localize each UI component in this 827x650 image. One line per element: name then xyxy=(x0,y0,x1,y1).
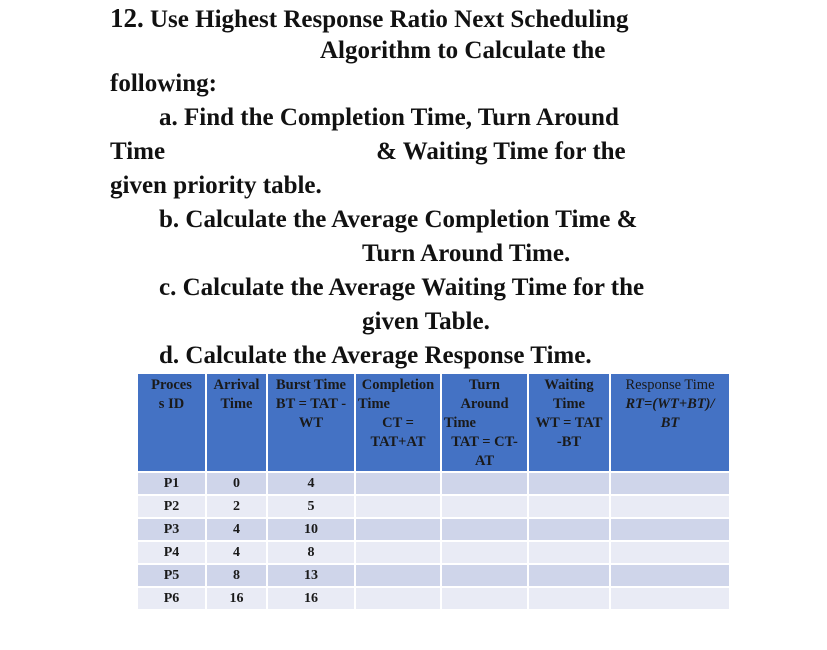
item-d-line-1: d. Calculate the Average Response Time. xyxy=(159,342,592,369)
header-waiting-line-2: Time xyxy=(553,396,585,412)
header-arrival-line-1: Arrival xyxy=(213,377,260,393)
cell-arrival-time: 2 xyxy=(206,495,267,518)
cell-turn-around-time xyxy=(441,541,528,564)
header-response-line-2: RT=(WT+BT)/ xyxy=(625,396,715,412)
cell-arrival-time: 4 xyxy=(206,518,267,541)
cell-arrival-time: 8 xyxy=(206,564,267,587)
cell-process-id: P4 xyxy=(137,541,206,564)
header-completion-line-3: CT = xyxy=(382,415,414,431)
table-row-p3 xyxy=(137,518,730,541)
table-header-row xyxy=(137,373,730,472)
header-tat-line-3: Time xyxy=(444,415,476,431)
cell-waiting-time xyxy=(528,495,610,518)
cell-response-time xyxy=(610,472,730,495)
cell-waiting-time xyxy=(528,541,610,564)
cell-response-time xyxy=(610,541,730,564)
table-row-p4 xyxy=(137,541,730,564)
header-response-time xyxy=(610,373,730,472)
header-tat-line-4: TAT = CT- xyxy=(451,434,518,450)
cell-turn-around-time xyxy=(441,587,528,610)
table-row-p5 xyxy=(137,564,730,587)
cell-turn-around-time xyxy=(441,472,528,495)
header-completion-line-1: Completion xyxy=(361,377,435,393)
cell-arrival-time: 0 xyxy=(206,472,267,495)
header-completion-line-2: Time xyxy=(358,396,390,412)
cell-completion-time xyxy=(355,472,441,495)
header-tat-line-2: Around xyxy=(460,396,509,412)
item-a-line-2-end: & Waiting Time for the xyxy=(376,138,626,165)
cell-waiting-time xyxy=(528,587,610,610)
cell-burst-time: 13 xyxy=(267,564,355,587)
cell-waiting-time xyxy=(528,472,610,495)
header-process-id xyxy=(137,373,206,472)
header-waiting-time xyxy=(528,373,610,472)
cell-process-id: P1 xyxy=(137,472,206,495)
header-turn-around-time xyxy=(441,373,528,472)
header-arrival-time xyxy=(206,373,267,472)
header-process-id-line-1: Proces xyxy=(151,377,192,393)
header-waiting-line-3: WT = TAT xyxy=(535,415,603,431)
cell-arrival-time: 4 xyxy=(206,541,267,564)
cell-arrival-time: 16 xyxy=(206,587,267,610)
cell-burst-time: 4 xyxy=(267,472,355,495)
header-response-line-3: BT xyxy=(660,415,680,431)
cell-response-time xyxy=(610,564,730,587)
header-completion-time xyxy=(355,373,441,472)
header-burst-line-3: WT xyxy=(298,415,324,431)
header-tat-line-5: AT xyxy=(474,453,495,469)
header-burst-line-2: BT = TAT - xyxy=(275,396,347,412)
cell-burst-time: 10 xyxy=(267,518,355,541)
cell-burst-time: 5 xyxy=(267,495,355,518)
table-row-p1 xyxy=(137,472,730,495)
table-row-p6 xyxy=(137,587,730,610)
item-a-line-2 xyxy=(110,137,626,167)
cell-process-id: P5 xyxy=(137,564,206,587)
cell-response-time xyxy=(610,587,730,610)
header-process-id-line-2: s ID xyxy=(158,396,185,412)
question-title-line-3: following: xyxy=(110,70,217,97)
cell-completion-time xyxy=(355,587,441,610)
item-b-line-1: b. Calculate the Average Completion Time & xyxy=(159,206,638,233)
item-c-line-2: given Table. xyxy=(362,308,490,335)
header-completion-line-4: TAT+AT xyxy=(370,434,426,450)
cell-completion-time xyxy=(355,518,441,541)
cell-waiting-time xyxy=(528,564,610,587)
cell-turn-around-time xyxy=(441,495,528,518)
cell-burst-time: 8 xyxy=(267,541,355,564)
header-burst-time xyxy=(267,373,355,472)
item-c-line-1: c. Calculate the Average Waiting Time for the xyxy=(159,274,645,301)
header-response-line-1: Response Time xyxy=(625,377,715,393)
header-burst-line-1: Burst Time xyxy=(276,377,346,393)
cell-turn-around-time xyxy=(441,564,528,587)
header-waiting-line-4: -BT xyxy=(556,434,582,450)
cell-process-id: P6 xyxy=(137,587,206,610)
cell-waiting-time xyxy=(528,518,610,541)
item-a-line-1: a. Find the Completion Time, Turn Around xyxy=(159,104,619,131)
item-b-line-2: Turn Around Time. xyxy=(362,240,571,267)
question-number: 12. xyxy=(110,3,144,33)
cell-completion-time xyxy=(355,564,441,587)
item-a-line-2-start: Time xyxy=(110,138,166,165)
cell-process-id: P2 xyxy=(137,495,206,518)
cell-turn-around-time xyxy=(441,518,528,541)
header-tat-line-1: Turn xyxy=(469,377,500,393)
header-arrival-line-2: Time xyxy=(220,396,253,412)
question-title-text: Use Highest Response Ratio Next Scheduling xyxy=(150,6,629,33)
question-title-line-2: Algorithm to Calculate the xyxy=(320,37,606,64)
cell-response-time xyxy=(610,518,730,541)
cell-response-time xyxy=(610,495,730,518)
process-table xyxy=(136,372,731,611)
cell-completion-time xyxy=(355,495,441,518)
header-waiting-line-1: Waiting xyxy=(544,377,594,393)
question-title-line-1 xyxy=(110,3,629,35)
cell-process-id: P3 xyxy=(137,518,206,541)
cell-burst-time: 16 xyxy=(267,587,355,610)
item-a-line-3: given priority table. xyxy=(110,172,322,199)
table-row-p2 xyxy=(137,495,730,518)
cell-completion-time xyxy=(355,541,441,564)
